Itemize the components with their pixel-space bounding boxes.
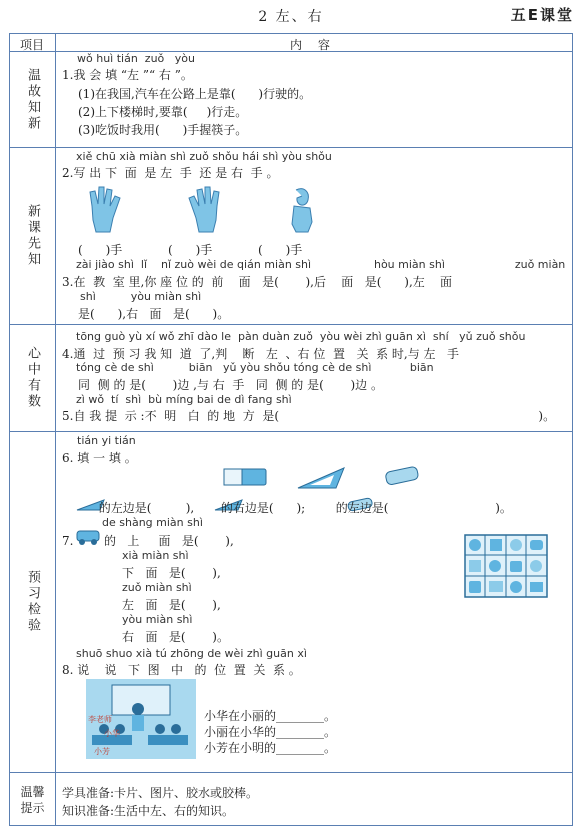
q1-text: 1.我 会 填 “左 ”“ 右 ”。 xyxy=(62,68,193,82)
q7-left: 左 面 是( ), xyxy=(122,598,221,612)
q2-pinyin: xiě chū xià miàn shì zuǒ shǒu hái shì yòu shǒu xyxy=(76,150,332,163)
q6-answer-line: 的左边是( ), 的右边是( ); 的左边是( )。 xyxy=(72,501,512,515)
q7-below: 下 面 是( ), xyxy=(122,566,221,580)
q6-text: 6. 填 一 填 。 xyxy=(62,451,137,465)
q8-pinyin: shuō shuo xià tú zhōng de wèi zhì guān xì xyxy=(76,647,307,660)
page-title: 2 左、右 xyxy=(258,9,324,25)
row-divider xyxy=(10,772,572,773)
q3-text: 3.在 教 室 里,你 座 位 的 前 面 是( ),后 面 是( ),左 面 xyxy=(62,275,453,289)
sharpener-image xyxy=(383,464,423,486)
hand-image-1 xyxy=(86,184,126,236)
q8-item-1: 小华在小丽的________。 xyxy=(204,709,337,723)
pic-label-teacher: 李老师 xyxy=(88,715,112,724)
q4-pinyin: tōng guò yù xí wǒ zhī dào le pàn duàn zuǒ yòu wèi zhì guān xì shí yǔ zuǒ shǒu xyxy=(76,330,526,343)
section-new-lesson: 新课先知 xyxy=(25,204,40,268)
triangle-ruler-image xyxy=(296,466,346,490)
pic-label-name1: 小华 xyxy=(104,729,120,738)
header-item: 项目 xyxy=(20,38,45,52)
q7-below-pinyin: xià miàn shì xyxy=(122,549,189,562)
q3-pinyin-2: shì yòu miàn shì xyxy=(80,290,202,303)
q1-item-1: (1)在我国,汽车在公路上是靠( )行驶的。 xyxy=(78,87,312,101)
q7-right-pinyin: yòu miàn shì xyxy=(122,613,193,626)
column-divider xyxy=(55,34,56,825)
tip-materials: 学具准备:卡片、图片、胶水或胶棒。 xyxy=(62,786,259,800)
pic-label-name2: 小芳 xyxy=(94,747,110,756)
q2-blanks: ( )手 ( )手 ( )手 xyxy=(78,243,303,257)
row-divider xyxy=(10,147,572,148)
tip-knowledge: 知识准备:生活中左、右的知识。 xyxy=(62,804,235,818)
q8-text: 8. 说 说 下 图 中 的 位 置 关 系 。 xyxy=(62,663,301,677)
q7-pinyin: de shàng miàn shì xyxy=(102,516,203,529)
section-tips: 温馨提示 xyxy=(20,785,45,815)
section-review: 温故知新 xyxy=(25,67,40,132)
q4-pinyin-2: tóng cè de shì biān yǔ yòu shǒu tóng cè de shì biān xyxy=(76,361,434,374)
section-awareness: 心中有数 xyxy=(25,346,40,410)
section-preview-check: 预习检验 xyxy=(25,570,40,634)
eraser-image xyxy=(222,466,270,488)
q2-text: 2.写 出 下 面 是 左 手 还 是 右 手 。 xyxy=(62,166,279,180)
q6-pinyin: tián yi tián xyxy=(77,434,136,447)
q4-text: 4.通 过 预 习 我 知 道 了,判 断 左 、右 位 置 关 系 时,与 左 手 xyxy=(62,347,459,361)
q4-text-2: 同 侧 的 是( )边 ,与 右 手 同 侧 的 是( )边 。 xyxy=(78,378,383,392)
q1-item-2: (2)上下楼梯时,要靠( )行走。 xyxy=(78,105,248,119)
q8-item-3: 小芳在小明的________。 xyxy=(204,741,337,755)
q5-pinyin: zì wǒ tí shì bù míng bai de dì fang shì xyxy=(76,393,292,406)
q3-pinyin: zài jiào shì lǐ nǐ zuò wèi de qián miàn shì hòu miàn shì zuǒ miàn xyxy=(76,258,566,271)
q3-text-2: 是( ),右 面 是( )。 xyxy=(78,307,230,321)
header-content: 内 容 xyxy=(290,38,336,52)
q1-pinyin: wǒ huì tián zuǒ yòu xyxy=(77,52,195,65)
q5-text: 5.自 我 提 示 :不 明 白 的 地 方 是( )。 xyxy=(62,409,556,423)
q8-item-2: 小丽在小华的________。 xyxy=(204,725,337,739)
hand-image-3 xyxy=(282,184,322,236)
row-divider xyxy=(10,324,572,325)
q7-text: 7. 的 上 面 是( ), xyxy=(62,534,234,548)
hand-image-2 xyxy=(183,184,223,236)
row-divider xyxy=(10,431,572,432)
q1-item-3: (3)吃饭时我用( )手握筷子。 xyxy=(78,123,248,137)
toy-shelf-image xyxy=(464,534,548,598)
brand-logo: 五E课堂 xyxy=(510,6,574,24)
q7-right: 右 面 是( )。 xyxy=(122,630,229,644)
q7-left-pinyin: zuǒ miàn shì xyxy=(122,581,192,594)
